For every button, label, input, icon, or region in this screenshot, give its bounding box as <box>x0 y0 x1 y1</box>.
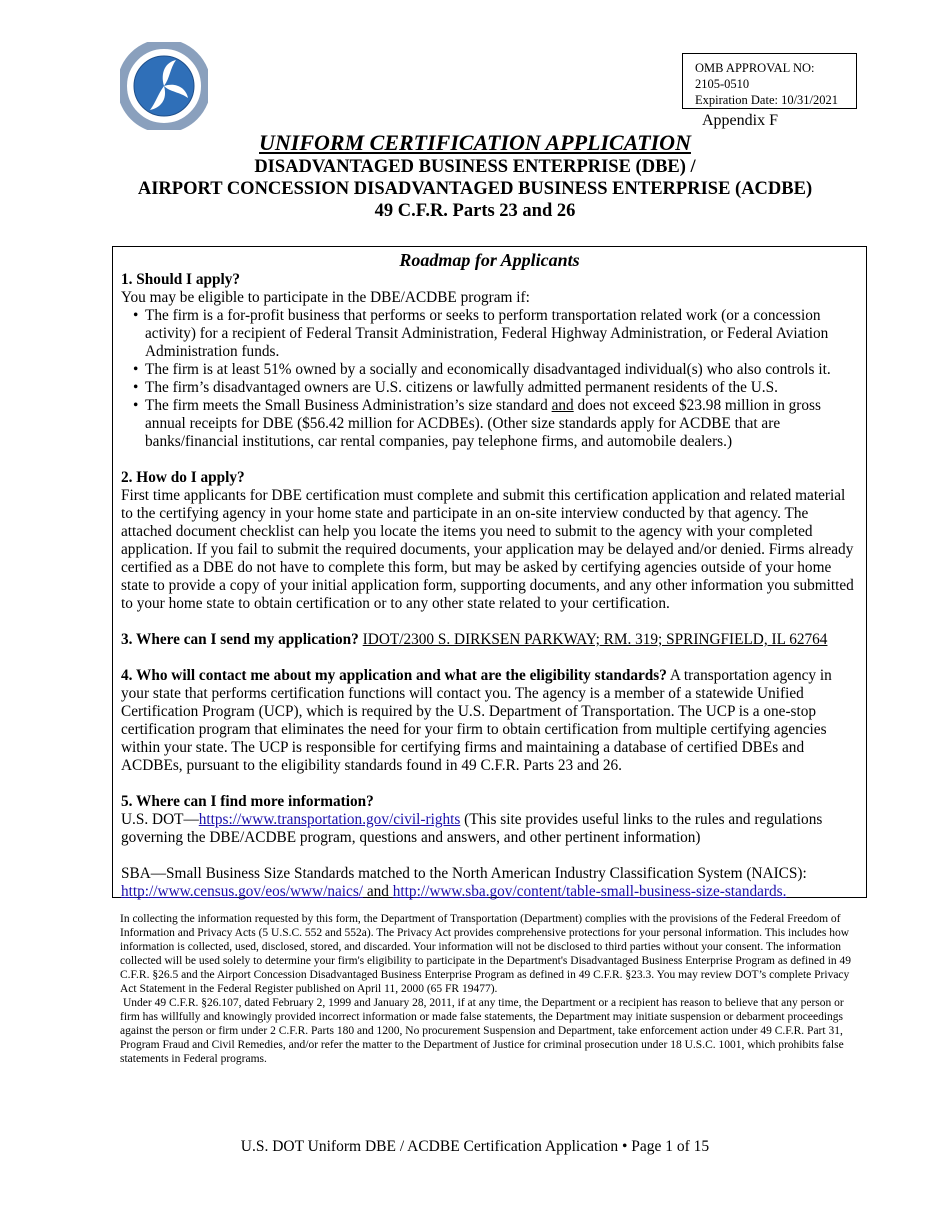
subtitle-cfr: 49 C.F.R. Parts 23 and 26 <box>374 201 576 221</box>
list-item: • The firm’s disadvantaged owners are U.S. citizens or lawfully admitted permanent residents of the U.S. <box>133 379 778 396</box>
subtitle-dbe: DISADVANTAGED BUSINESS ENTERPRISE (DBE) / <box>254 157 696 177</box>
section-4 <box>121 667 858 775</box>
sba-info: SBA—Small Business Size Standards matched to the North American Industry Classification System (NAICS): http://www.census.gov/eos/www/naics/ and http://www.sba.gov/content/table-small-business-size-standards. <box>121 865 807 900</box>
section-3 <box>121 631 858 649</box>
omb-expiration-date: Expiration Date: 10/31/2021 <box>695 93 839 107</box>
sba-size-standards-link[interactable]: http://www.sba.gov/content/table-small-business-size-standards. <box>392 883 787 900</box>
privacy-paragraph: In collecting the information requested by this form, the Department of Transportation (Department) complies with the provisions of the Federal Freedom of Information and Privacy Acts (5 U.S.C. 552 and 552a). The Privacy Act provides comprehensive protections for your personal information. This includes how information is collected, used, disclosed, stored, and discarded. Your information will not be disclosed to third parties without your consent. The information collected will be used solely to determine your firm's eligibility to participate in the Department's Disadvantaged Business Enterprise Program as defined in 49 C.F.R. §26.5 and the Airport Concession Disadvantaged Business Enterprise Program as defined in 49 C.F.R. §23.3. You may review DOT’s complete Privacy Act Statement in the Federal Register published on April 11, 2000 (65 FR 19477). <box>120 913 852 995</box>
list-item: • The firm is a for-profit business that performs or seeks to perform transportation related work (or a concession activity) for a recipient of Federal Transit Administration, Federal Highway Administration, or Federal Aviation Administration funds. <box>133 307 829 360</box>
false-statements-paragraph: Under 49 C.F.R. §26.107, dated February 2, 1999 and January 28, 2011, if at any time, the Department or a recipient has reason to believe that any person or firm has willfully and knowingly provided incorrect information or made false statements, the Department may initiate suspension or debarment proceedings against the person or firm under 2 C.F.R. Parts 180 and 1200, No procurement Suspension and Department, take enforcement action under 49 C.F.R. Part 31, Program Fraud and Civil Remedies, and/or refer the matter to the Department of Justice for criminal prosecution under 18 U.S.C. 1001, which prohibits false statements in Federal programs. <box>120 997 844 1065</box>
subtitle-acdbe: AIRPORT CONCESSION DISADVANTAGED BUSINESS ENTERPRISE (ACDBE) <box>137 179 813 199</box>
section-2-body: First time applicants for DBE certification must complete and submit this certification application and related material to the certifying agency in your home state and participate in an on-site interview conducted by that agency. The attached document checklist can help you locate the items you need to submit to the agency with your completed application. If you fail to submit the required documents, your application may be delayed and/or denied. Firms already certified as a DBE do not have to complete this form, but may be asked by certifying agencies outside of your home state to provide a copy of your initial application form, supporting documents, and any other information you submitted to your home state to obtain certification or to any other state related to your certification. <box>121 487 854 612</box>
section-4-body: A transportation agency in your state that performs certification functions will contact you. The agency is a member of a statewide Unified Certification Program (UCP), which is required by the U.S. Department of Transportation. The UCP is a one-stop certification program that eliminates the need for your firm to obtain certification from multiple certifying agencies within your state. The UCP is responsible for certifying firms and maintaining a database of certified DBEs and ACDBEs, pursuant to the eligibility standards found in 49 C.F.R. Parts 23 and 26. <box>121 667 832 774</box>
section-1-heading: 1. Should I apply? <box>121 271 241 288</box>
list-item: • The firm meets the Small Business Administration’s size standard and does not exceed $23.98 million in gross annual receipts for DBE ($56.42 million for ACDBEs). (Other size standards apply for ACDBE that are banks/financial institutions, car rental companies, pay telephone firms, and automobile dealers.) <box>133 397 821 450</box>
section-1-intro: You may be eligible to participate in the DBE/ACDBE program if: <box>121 289 530 306</box>
section-5-heading: 5. Where can I find more information? <box>121 793 374 810</box>
section-2-heading: 2. How do I apply? <box>121 469 245 486</box>
census-naics-link[interactable]: http://www.census.gov/eos/www/naics/ <box>121 883 364 900</box>
privacy-statement <box>120 912 860 1066</box>
title-block <box>0 130 950 222</box>
omb-approval-number: 2105-0510 <box>695 77 750 91</box>
roadmap-title: Roadmap for Applicants <box>399 250 580 270</box>
roadmap-box <box>112 246 867 898</box>
dot-civil-rights-link[interactable]: https://www.transportation.gov/civil-rights <box>198 811 461 828</box>
dot-seal-logo <box>120 42 208 130</box>
omb-approval-label: OMB APPROVAL NO: <box>695 61 815 75</box>
appendix-label: Appendix F <box>702 112 778 129</box>
eligibility-list <box>121 307 858 451</box>
list-item: • The firm is at least 51% owned by a socially and economically disadvantaged individual(s) who also controls it. <box>133 361 831 378</box>
dot-info: U.S. DOT—https://www.transportation.gov/civil-rights (This site provides useful links to the rules and regulations governing the DBE/ACDBE program, questions and answers, and other pertinent information) <box>121 811 823 846</box>
page-footer: U.S. DOT Uniform DBE / ACDBE Certification Application • Page 1 of 15 <box>240 1138 710 1155</box>
section-3-heading: 3. Where can I send my application? <box>121 631 359 648</box>
mailing-address: IDOT/2300 S. DIRKSEN PARKWAY; RM. 319; SPRINGFIELD, IL 62764 <box>362 631 828 648</box>
omb-approval-box <box>682 53 857 109</box>
page-title: UNIFORM CERTIFICATION APPLICATION <box>259 130 691 155</box>
section-4-heading: 4. Who will contact me about my application and what are the eligibility standards? <box>121 667 667 684</box>
